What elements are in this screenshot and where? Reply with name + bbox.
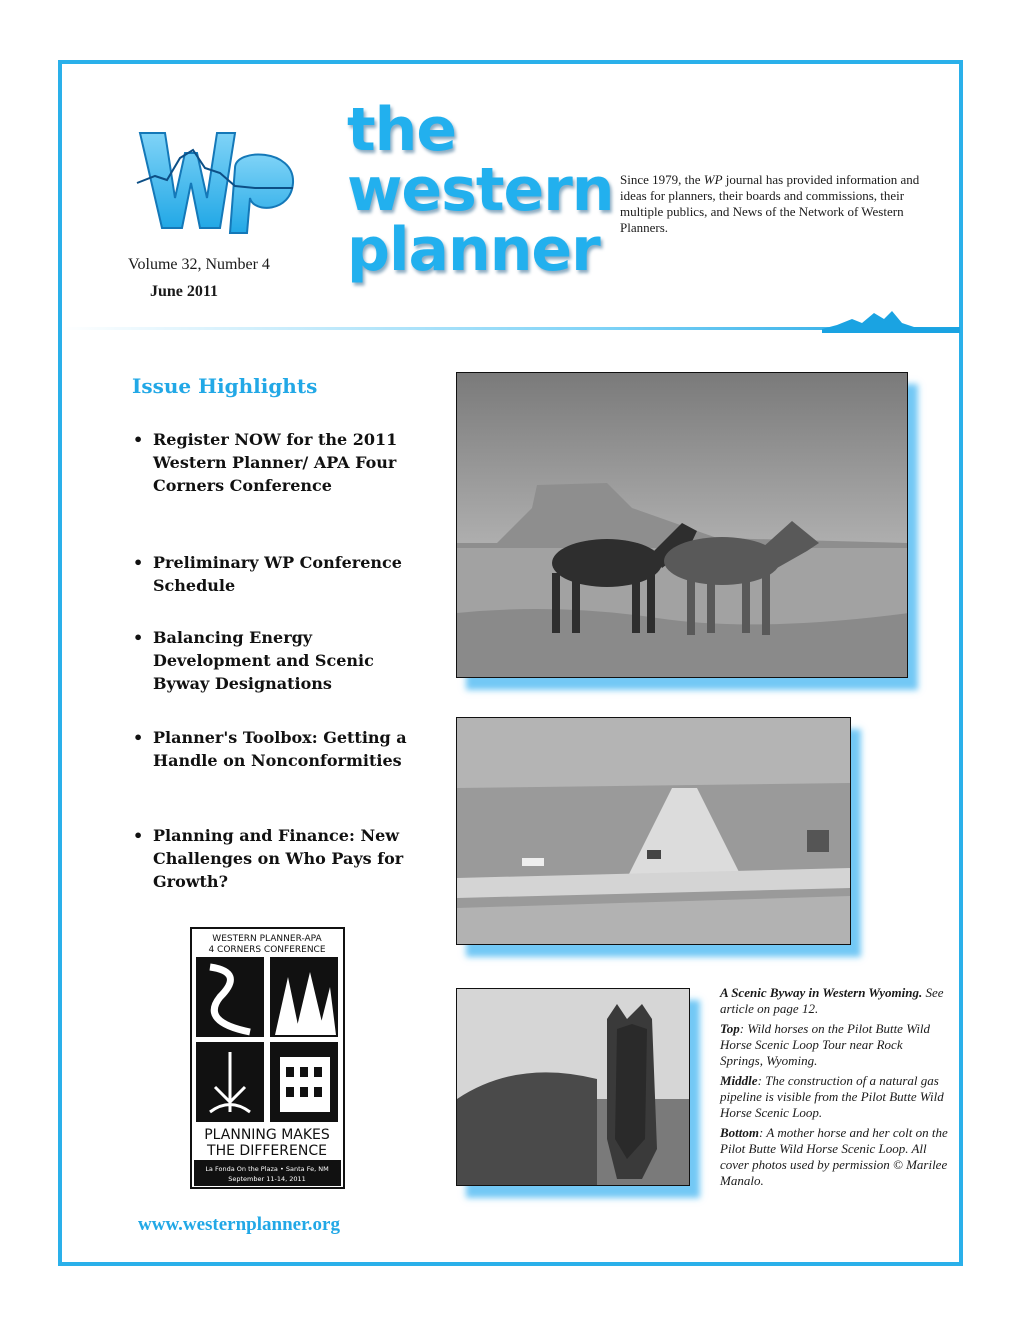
website-link[interactable]: www.westernplanner.org — [138, 1214, 340, 1235]
caption-top-label: Top — [720, 1021, 740, 1036]
caption-bottom-label: Bottom — [720, 1125, 760, 1140]
volume-number: Volume 32, Number 4 — [128, 256, 270, 273]
photo-caption — [720, 985, 948, 1193]
highlight-item: • Preliminary WP Conference Schedule — [133, 553, 402, 595]
highlight-item: • Planning and Finance: New Challenges on Who Pays for Growth? — [133, 826, 404, 891]
caption-headline: A Scenic Byway in Western Wyoming. — [720, 985, 923, 1000]
title-line-2: western — [347, 155, 614, 225]
conf-logo-dates: September 11-14, 2011 — [228, 1175, 306, 1183]
highlights-heading: Issue Highlights — [132, 374, 318, 398]
highlight-item: • Balancing Energy Development and Scenic Byway Designations — [133, 628, 374, 693]
caption-top-text: : Wild horses on the Pilot Butte Wild Horse Scenic Loop Tour near Rock Springs, Wyoming. — [720, 1021, 931, 1068]
photo-wild-horses — [456, 372, 908, 678]
caption-middle-label: Middle — [720, 1073, 758, 1088]
highlight-item: • Planner's Toolbox: Getting a Handle on Nonconformities — [133, 728, 407, 770]
caption-bottom-text: : A mother horse and her colt on the Pilot Butte Wild Horse Scenic Loop. All cover photos used by permission © Marilee Manalo. — [720, 1125, 948, 1188]
conf-logo-line1: WESTERN PLANNER-APA — [212, 934, 322, 944]
conf-logo-tagline2: THE DIFFERENCE — [207, 1143, 327, 1159]
caption-middle-text: : The construction of a natural gas pipeline is visible from the Pilot Butte Wild Horse Scenic Loop. — [720, 1073, 944, 1120]
highlight-item: • Register NOW for the 2011 Western Planner/ APA Four Corners Conference — [133, 430, 398, 495]
wp-logo — [135, 128, 295, 238]
conference-logo — [190, 927, 345, 1189]
conf-logo-tagline1: PLANNING MAKES — [204, 1127, 330, 1143]
masthead-title — [347, 95, 614, 285]
photo-mare-and-colt — [456, 988, 690, 1186]
caption-headline-ref: See article on page 12. — [720, 985, 944, 1016]
mountain-divider — [62, 305, 960, 350]
conf-logo-line2: 4 CORNERS CONFERENCE — [208, 945, 326, 955]
photo-pipeline-construction — [456, 717, 851, 945]
issue-date: June 2011 — [150, 283, 219, 300]
title-line-3: planner — [347, 215, 600, 285]
conf-logo-venue: La Fonda On the Plaza • Santa Fe, NM — [205, 1165, 329, 1173]
title-line-1: the — [347, 95, 457, 165]
intro-text: Since 1979, the WP journal has provided information and ideas for planners, their boards and commissions, their multiple publics, and News of the Network of Western Planners. — [620, 172, 920, 235]
